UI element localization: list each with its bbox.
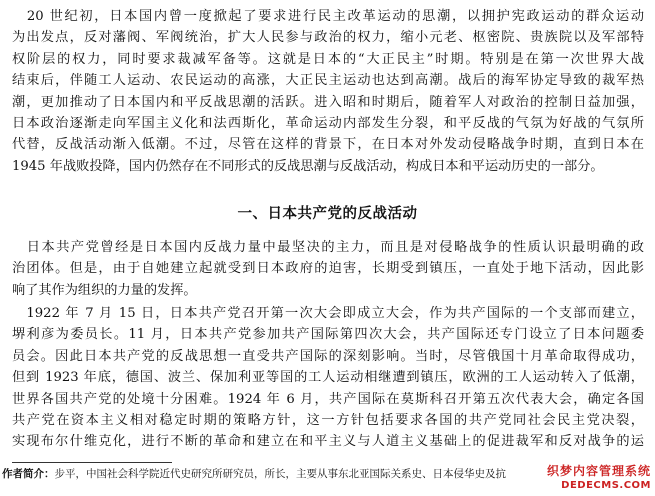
footnote-label: 作者简介：	[2, 468, 55, 480]
jcp-intro-paragraph	[12, 237, 644, 301]
intro-paragraph	[12, 6, 644, 177]
paragraph-line: 日本共产党曾经是日本国内反战力量中最坚决的主力，而且是对侵略战争的性质认识最明确的政	[12, 240, 644, 255]
author-footnote	[2, 467, 542, 481]
paragraph-line: 日本政治逐渐走向军国主义化和法西斯化，革命运动内部发生分裂，和平反战的气氛为好战的气氛所	[12, 116, 644, 132]
paragraph-line: 堺利彦为委员长。11 月，日本共产党参加共产国际第四次大会，共产国际还专门设立了日本问题委	[12, 327, 644, 343]
paragraph-line: 权阶层的权力，同时要求裁减军备等。这就是日本的“大正民主”时期。特别是在第一次世界大战	[12, 51, 644, 67]
paragraph-line: 为出发点，反对藩阀、军阀统治，扩大人民参与政治的权力，缩小元老、枢密院、贵族院以及军部特	[12, 30, 644, 46]
paragraph-line: 响了其作为组织的力量的发挥。	[12, 282, 197, 298]
paragraph-line: 1945 年战败投降，国内仍然存在不同形式的反战思潮与反战活动，构成日本和平运动历史的一部分。	[12, 158, 604, 174]
watermark-url: DEDECMS.COM	[561, 480, 651, 491]
paragraph-line: 世界各国共产党的处境十分困难。1924 年 6 月，共产国际在莫斯科召开第五次代表大会，确定各国	[12, 391, 644, 407]
footnote-text: 步平，中国社会科学院近代史研究所研究员，所长，主要从事东北亚国际关系史、日本侵华史及抗	[54, 468, 506, 480]
site-watermark	[533, 464, 651, 494]
paragraph-line: 但到 1923 年底，德国、波兰、保加利亚等国的工人运动相继遭到镇压，欧洲的工人运动转入了低潮，	[12, 370, 644, 386]
footnote-divider	[12, 462, 172, 463]
watermark-title: 织梦内容管理系统	[546, 464, 651, 478]
paragraph-line: 治团体。但是，由于自她建立起就受到日本政府的迫害，长期受到镇压，一直处于地下活动，因此影	[12, 261, 644, 277]
paragraph-line: 1922 年 7 月 15 日，日本共产党召开第一次大会即成立大会，作为共产国际的一个支部而建立，	[12, 306, 644, 321]
paragraph-line: 员会。因此日本共产党的反战思想一直受共产国际的深刻影响。当时，尽管俄国十月革命取得成功，	[12, 348, 644, 364]
paragraph-line: 20 世纪初，日本国内曾一度掀起了要求进行民主改革运动的思潮，以拥护宪政运动的群众运动	[12, 9, 644, 24]
jcp-history-paragraph	[12, 303, 644, 453]
paragraph-line: 结束后，伴随工人运动、农民运动的高涨，大正民主运动也达到高潮。战后的海军协定导致的裁军热	[12, 73, 644, 89]
paragraph-line: 潮，更加推动了日本国内和平反战思潮的活跃。进入昭和时期后，随着军人对政治的控制日益加强，	[12, 94, 644, 110]
section-heading: 一、日本共产党的反战活动	[237, 206, 418, 222]
paragraph-line: 实现布尔什维克化，进行不断的革命和建立在和平主义与人道主义基础上的促进裁军和反对战争的运	[12, 434, 644, 450]
paragraph-line: 共产党在资本主义相对稳定时期的策略方针，这一方针包括要求各国的共产党同社会民主党决裂，	[12, 413, 644, 429]
paragraph-line: 代替，反战活动渐入低潮。不过，尽管在这样的背景下，在日本对外发动侵略战争时期，直到日本在	[12, 137, 644, 153]
